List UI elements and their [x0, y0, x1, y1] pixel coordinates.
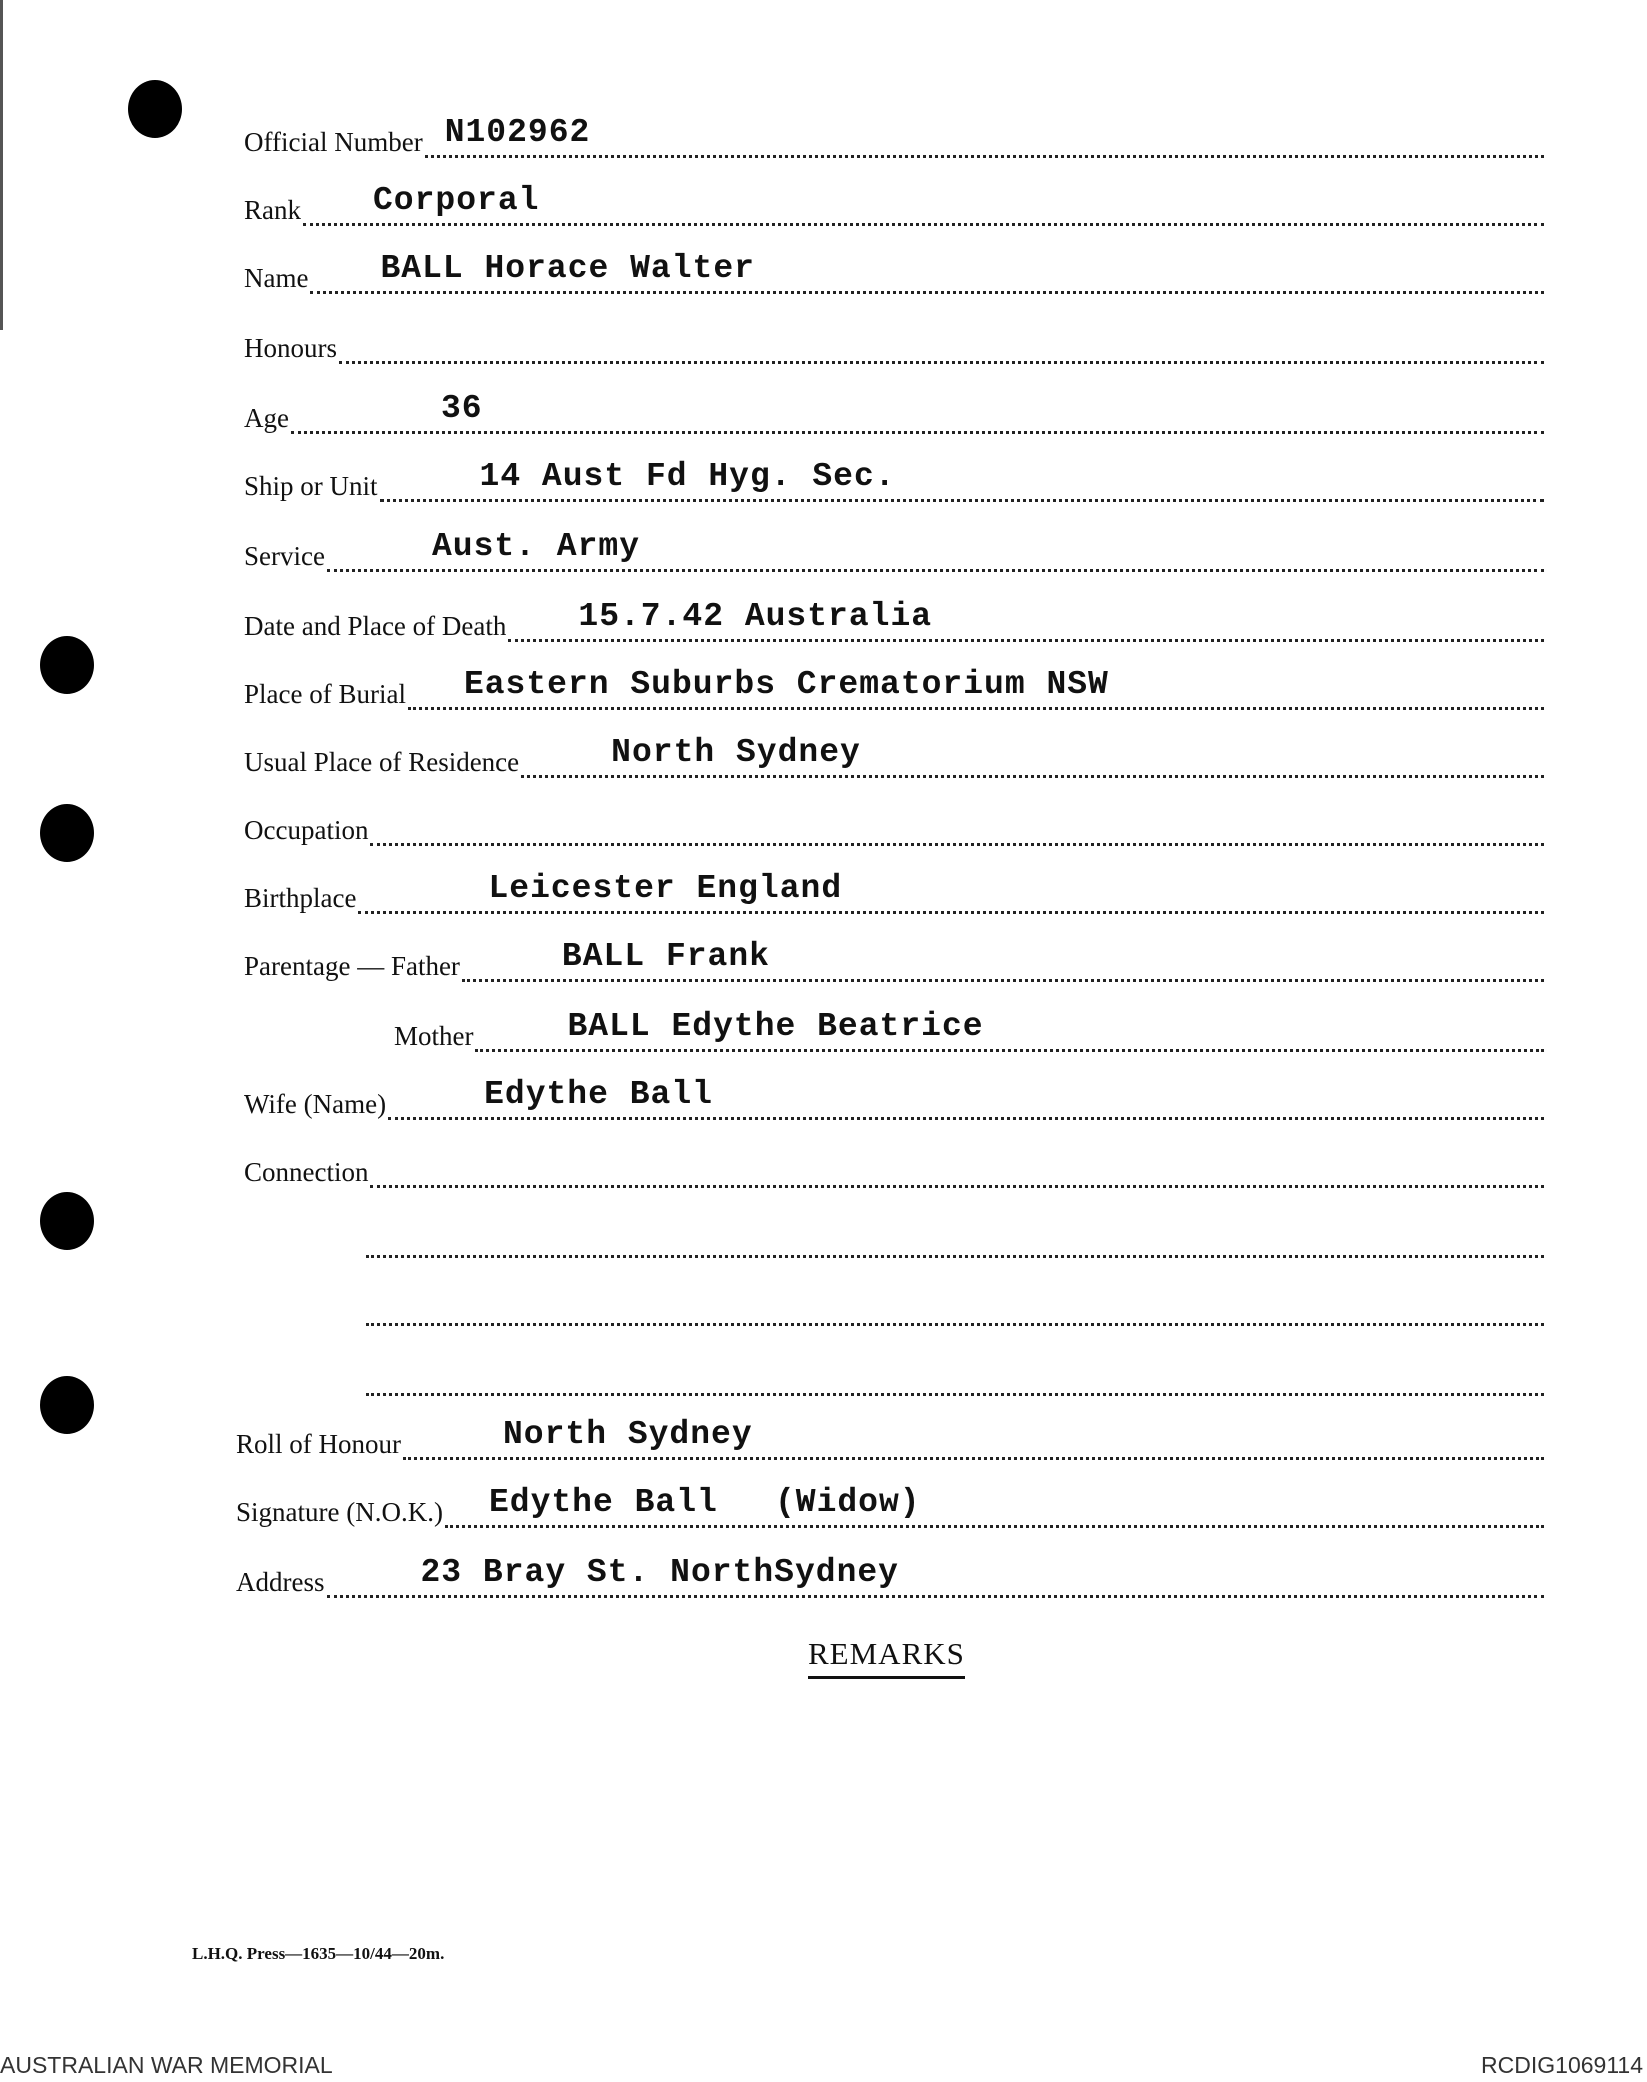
- field-occupation: [244, 806, 1544, 846]
- dotted-line: [380, 459, 1544, 502]
- field-ship-or-unit: [244, 458, 1544, 502]
- label-date-place-death: Date and Place of Death: [244, 611, 507, 641]
- label-occupation: Occupation: [244, 815, 369, 845]
- label-wife: Wife (Name): [244, 1089, 387, 1119]
- value-mother: BALL Edythe Beatrice: [567, 1008, 984, 1045]
- connection-continuation-line: [364, 1218, 1544, 1258]
- value-age: 36: [440, 390, 483, 427]
- dotted-line: [370, 1145, 1544, 1188]
- dotted-line: [370, 803, 1544, 846]
- value-official-number: N102962: [444, 114, 591, 151]
- field-age: [244, 390, 1544, 434]
- value-rank: Corporal: [373, 182, 540, 219]
- dotted-line: [366, 1215, 1544, 1258]
- label-roll-of-honour: Roll of Honour: [236, 1429, 401, 1459]
- value-signature-note: (Widow): [774, 1484, 921, 1521]
- dotted-line: [475, 1009, 1544, 1052]
- footer-record-id: RCDIG1069114: [1481, 2052, 1643, 2078]
- punch-hole: [40, 1376, 94, 1434]
- field-roll-of-honour: [236, 1416, 1544, 1460]
- field-signature: [236, 1484, 1544, 1528]
- label-name: Name: [244, 263, 309, 293]
- field-place-of-burial: [244, 666, 1544, 710]
- label-connection: Connection: [244, 1157, 369, 1187]
- dotted-line: [521, 735, 1544, 778]
- value-wife: Edythe Ball: [484, 1076, 713, 1113]
- field-service: [244, 528, 1544, 572]
- value-roll-of-honour: North Sydney: [503, 1416, 753, 1453]
- label-service: Service: [244, 541, 325, 571]
- dotted-line: [462, 939, 1544, 982]
- field-connection: [244, 1148, 1544, 1188]
- label-birthplace: Birthplace: [244, 883, 357, 913]
- dotted-line: [291, 391, 1544, 434]
- label-mother: Mother: [394, 1021, 474, 1051]
- dotted-line: [366, 1353, 1544, 1396]
- value-father: BALL Frank: [561, 938, 770, 975]
- field-name: [244, 250, 1544, 294]
- dotted-line: [327, 1555, 1545, 1598]
- value-date-place-death: 15.7.42 Australia: [578, 598, 933, 635]
- page-edge: [0, 0, 3, 330]
- punch-hole: [128, 80, 182, 138]
- dotted-line: [408, 667, 1544, 710]
- field-rank: [244, 182, 1544, 226]
- label-usual-residence: Usual Place of Residence: [244, 747, 520, 777]
- dotted-line: [303, 183, 1544, 226]
- connection-continuation-line: [364, 1286, 1544, 1326]
- dotted-line: [403, 1417, 1544, 1460]
- dotted-line: [327, 529, 1544, 572]
- value-usual-residence: North Sydney: [611, 734, 861, 771]
- field-honours: [244, 324, 1544, 364]
- label-rank: Rank: [244, 195, 301, 225]
- value-signature: Edythe Ball: [488, 1484, 718, 1521]
- printer-imprint: L.H.Q. Press—1635—10/44—20m.: [192, 1944, 445, 1963]
- field-usual-residence: [244, 734, 1544, 778]
- label-honours: Honours: [244, 333, 337, 363]
- label-place-of-burial: Place of Burial: [244, 679, 406, 709]
- dotted-line: [310, 251, 1544, 294]
- label-official-number: Official Number: [244, 127, 423, 157]
- field-birthplace: [244, 870, 1544, 914]
- value-place-of-burial: Eastern Suburbs Crematorium NSW: [463, 666, 1109, 703]
- value-birthplace: Leicester England: [488, 870, 843, 907]
- punch-hole: [40, 1192, 94, 1250]
- label-father: Parentage — Father: [244, 951, 460, 981]
- field-wife: [244, 1076, 1544, 1120]
- label-ship-or-unit: Ship or Unit: [244, 471, 378, 501]
- remarks-heading: REMARKS: [808, 1636, 965, 1679]
- label-address: Address: [236, 1567, 325, 1597]
- value-address: 23 Bray St. NorthSydney: [420, 1554, 899, 1591]
- dotted-line: [508, 599, 1544, 642]
- dotted-line: [388, 1077, 1544, 1120]
- field-address: [236, 1554, 1544, 1598]
- value-ship-or-unit: 14 Aust Fd Hyg. Sec.: [479, 458, 896, 495]
- value-name: BALL Horace Walter: [380, 250, 755, 287]
- punch-hole: [40, 636, 94, 694]
- label-age: Age: [244, 403, 289, 433]
- dotted-line: [366, 1283, 1544, 1326]
- field-date-place-death: [244, 598, 1544, 642]
- punch-hole: [40, 804, 94, 862]
- field-official-number: [244, 114, 1544, 158]
- dotted-line: [339, 321, 1544, 364]
- dotted-line: [358, 871, 1544, 914]
- field-mother: [394, 1008, 1544, 1052]
- dotted-line: [445, 1485, 1544, 1528]
- footer-archive-name: AUSTRALIAN WAR MEMORIAL: [0, 2052, 333, 2078]
- field-father: [244, 938, 1544, 982]
- value-service: Aust. Army: [431, 528, 641, 565]
- label-signature: Signature (N.O.K.): [236, 1497, 443, 1527]
- dotted-line: [425, 115, 1544, 158]
- connection-continuation-line: [364, 1356, 1544, 1396]
